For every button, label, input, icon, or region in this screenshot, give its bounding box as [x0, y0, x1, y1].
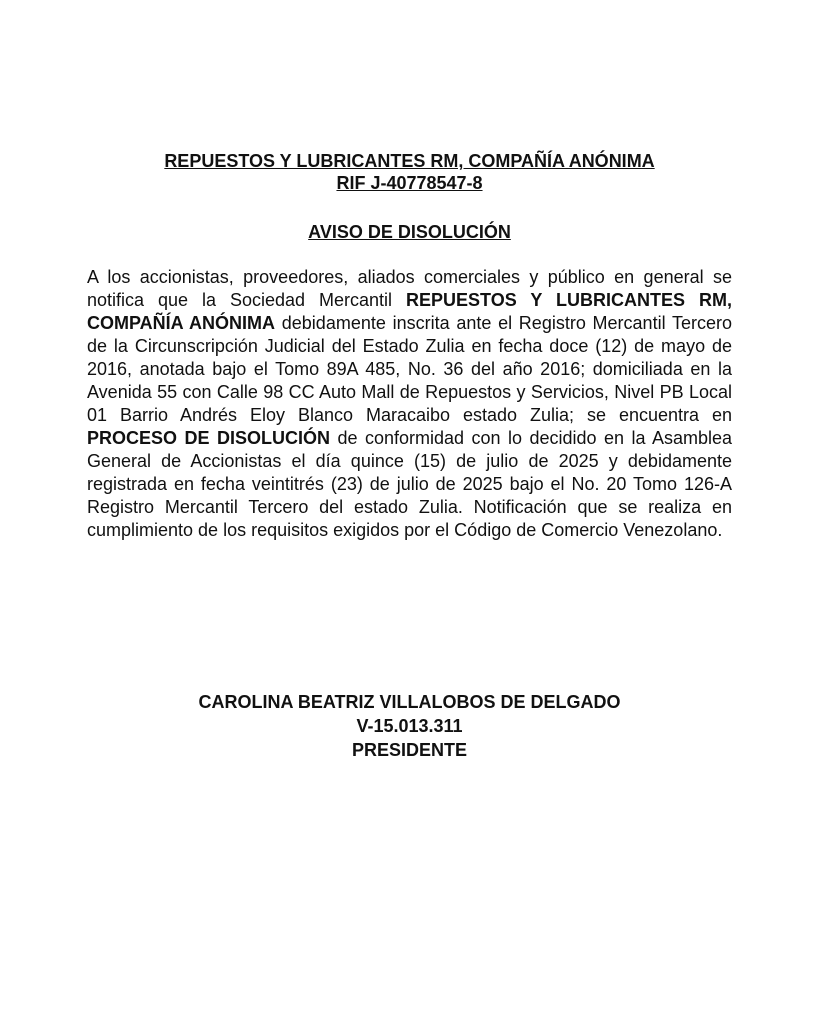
body-company-bold: REPUESTOS Y LUBRICANTES RM, COMPAÑÍA ANÓNIMA — [87, 290, 732, 333]
company-rif: RIF J-40778547-8 — [336, 173, 483, 193]
body-process-bold: PROCESO DE DISOLUCIÓN — [87, 428, 330, 448]
body-closing: de conformidad con lo decidido en la Asamblea General de Accionistas el día quince (15) de julio de 2025 y debidamente registrada en fecha veintitrés (23) de julio de 2025 bajo el No. 20 Tomo 126-A Registro Mercantil Tercero del estado Zulia. Notificación que se realiza en cumplimiento de los requisitos exigidos por el Código de Comercio Venezolano. — [87, 428, 733, 540]
body-intro: A los accionistas, proveedores, aliados comerciales y público en general se notifica que la Sociedad Mercantil — [87, 267, 732, 310]
signature-name: CAROLINA BEATRIZ VILLALOBOS DE DELGADO — [198, 692, 621, 712]
document-header — [0, 150, 819, 194]
signature-role: PRESIDENTE — [351, 740, 468, 760]
body-registration: debidamente inscrita ante el Registro Mercantil Tercero de la Circunscripción Judicial del Estado Zulia en fecha doce (12) de mayo de 2016, anotada bajo el Tomo 89A 485, No. 36 del año 2016; domiciliada en la Avenida 55 con Calle 98 CC Auto Mall de Repuestos y Servicios, Nivel PB Local 01 Barrio Andrés Eloy Blanco Maracaibo estado Zulia; se encuentra en — [87, 313, 732, 425]
signature-block — [0, 690, 819, 762]
notice-title: AVISO DE DISOLUCIÓN — [308, 222, 511, 242]
company-name: REPUESTOS Y LUBRICANTES RM, COMPAÑÍA ANÓNIMA — [164, 151, 655, 171]
signature-id: V-15.013.311 — [356, 716, 463, 736]
notice-body — [87, 266, 732, 542]
